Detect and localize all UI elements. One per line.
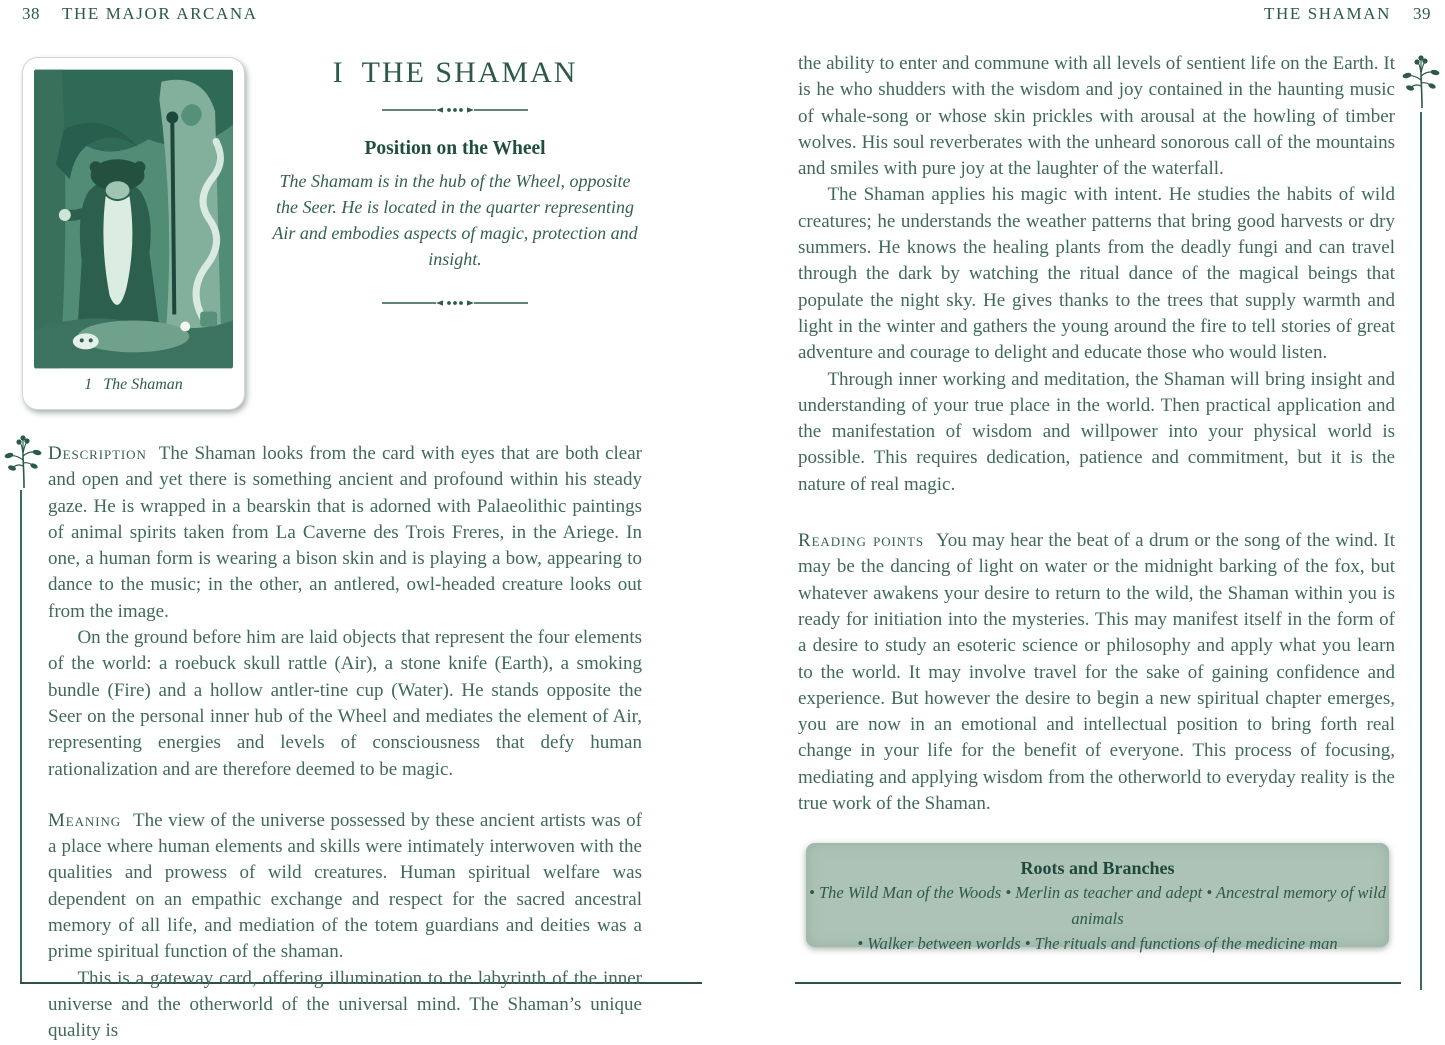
- running-head-right: [1264, 4, 1431, 24]
- description-paragraph: [48, 441, 642, 625]
- meaning-paragraph-2: This is a gateway card, offering illumination to the labyrinth of the inner universe and the otherworld of the universal mind. The Shaman’s unique quality is: [48, 967, 642, 1042]
- position-heading: Position on the Wheel: [364, 138, 546, 159]
- page-title-text: THE SHAMAN: [361, 56, 578, 89]
- left-margin-rule: [20, 490, 22, 982]
- roots-box-line-1: • The Wild Man of the Woods • Merlin as teacher and adept • Ancestral memory of wild animals: [809, 883, 1386, 928]
- right-page-bottom-rule: [795, 982, 1401, 984]
- plant-sprig-icon: [2, 430, 46, 490]
- running-head-left-title: THE MAJOR ARCANA: [62, 4, 258, 23]
- page-number-right: 39: [1413, 4, 1431, 23]
- running-head-left: [22, 4, 258, 24]
- roots-and-branches-box: [806, 843, 1389, 953]
- left-page-body: [48, 441, 642, 1045]
- continuation-paragraph-2: The Shaman applies his magic with intent. He studies the habits of wild creatures; he understands the weather patterns that bring good harvests or dry summers. He knows the healing plants from the deadly fungi and can travel through the dark by watching the ritual dance of the magical beings that populate the night sky. He gives thanks to the trees that supply warmth and light in the winter and gathers the young around the fire to tell stories of great adventure and courage to delight and educate those who would listen.: [798, 184, 1395, 364]
- description-text: The Shaman looks from the card with eyes that are both clear and open and yet there is something ancient and profound within his steady gaze. He is wrapped in a bearskin that is adorned with Palaeolithic paintings of animal spirits taken from La Caverne des Trois Freres, in the Ariege. In one, a human form is wearing a bison skin and is playing a bow, appearing to dance to the music; in the other, an antlered, owl-headed creature looks out from the image.: [48, 443, 642, 622]
- reading-points-paragraph: [798, 528, 1395, 817]
- right-page-body: [798, 51, 1395, 817]
- roots-box-title: Roots and Branches: [1020, 858, 1175, 878]
- meaning-text: The view of the universe possessed by these ancient artists was of a place where human elements and skills were intimately interwoven with the qualities and prowess of wild creatures. Human spiritual welfare was dependent on an empathic exchange and respect for the sacred ancestral memory of all life, and mediation of the totem guardians and deities was a prime spiritual function of the shaman.: [48, 809, 642, 963]
- description-label: Description: [48, 443, 147, 464]
- card-caption-number: 1: [84, 376, 93, 393]
- continuation-paragraph-3: Through inner working and meditation, the Shaman will bring insight and understanding of your true place in the world. Then practical application and the manifestation of wisdom and willpower into your physical world is possible. This requires dedication, patience and commitment, but it is the nature of real magic.: [798, 368, 1395, 495]
- ornament-divider-icon: [380, 296, 530, 310]
- page-number-left: 38: [22, 4, 40, 23]
- page-title-numeral: I: [332, 56, 345, 89]
- running-head-right-title: THE SHAMAN: [1264, 4, 1391, 23]
- page-title: [262, 56, 648, 90]
- right-margin-rule: [1420, 112, 1422, 990]
- reading-points-label: Reading points: [798, 530, 924, 552]
- intro-column: [262, 56, 648, 310]
- roots-box-line-2: • Walker between worlds • The rituals and functions of the medicine man: [857, 934, 1338, 953]
- plant-sprig-icon: [1400, 50, 1444, 110]
- card-caption: [34, 376, 233, 394]
- continuation-paragraph-1: the ability to enter and commune with all levels of sentient life on the Earth. It is he who shudders with the wisdom and joy contained in the haunting music of whale-song or whose skin prickles with arousal at the howling of timber wolves. His soul reverberates with the unheard sonorous call of the mountains and smiles with pure joy at the laughter of the waterfall.: [798, 53, 1395, 180]
- shaman-card-illustration: [34, 69, 233, 369]
- reading-points-text: You may hear the beat of a drum or the song of the wind. It may be the dancing of light on water or the midnight barking of the fox, but whatever awakens your desire to return to the wild, the Shaman within you is ready for initiation into the mysteries. This may manifest itself in the form of a desire to study an esoteric science or philosophy and apply what you learn to the world. It may involve travel for the sake of gaining confidence and experience. But however the desire to begin a new spiritual chapter emerges, you are now in an emotional and intellectual position to bring forth real change in your life for the benefit of everyone. This process of focusing, mediating and applying wisdom from the otherworld to everyday reality is the true work of the Shaman.: [798, 530, 1395, 815]
- ornament-divider-icon: [380, 103, 530, 117]
- description-paragraph-2: On the ground before him are laid objects that represent the four elements of the world: a roebuck skull rattle (Air), a stone knife (Earth), a smoking bundle (Fire) and a hollow antler-tine cup (Water). He stands opposite the Seer on the personal inner hub of the Wheel and mediates the element of Air, representing energies and levels of consciousness that defy human rationalization and are therefore deemed to be magic.: [48, 627, 642, 780]
- tarot-card: [22, 57, 245, 410]
- position-body: The Shamam is in the hub of the Wheel, opposite the Seer. He is located in the quarter representing Air and embodies aspects of magic, protection and insight.: [272, 171, 638, 269]
- card-caption-title: The Shaman: [103, 376, 183, 393]
- meaning-paragraph: [48, 808, 642, 966]
- meaning-label: Meaning: [48, 809, 122, 831]
